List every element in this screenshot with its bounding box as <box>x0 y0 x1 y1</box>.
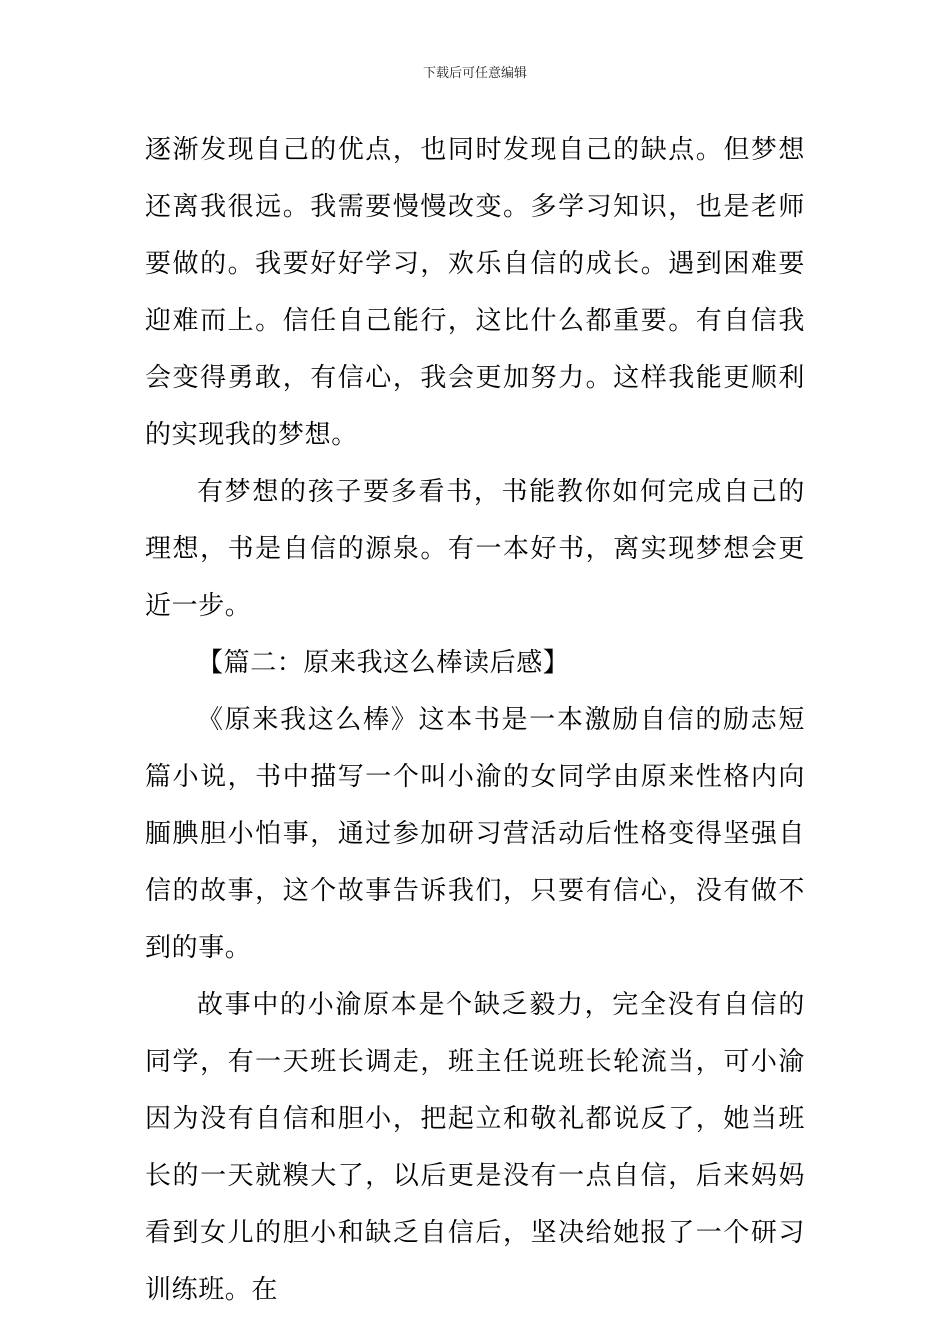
page-header: 下载后可任意编辑 <box>422 66 527 81</box>
paragraph-story: 故事中的小渝原本是个缺乏毅力，完全没有自信的同学，有一天班长调走，班主任说班长轮流当，可小渝因为没有自信和胆小，把起立和敬礼都说反了，她当班长的一天就糗大了，以后更是没有一点自信，后来妈妈看到女儿的胆小和缺乏自信后，坚决给她报了一个研习训练班。在 <box>145 990 805 1305</box>
paragraph-book-intro: 《原来我这么棒》这本书是一本激励自信的励志短篇小说，书中描写一个叫小渝的女同学由原来性格内向腼腆胆小怕事，通过参加研习营活动后性格变得坚强自信的故事，这个故事告诉我们，只要有信心，没有做不到的事。 <box>145 705 805 963</box>
document-body <box>145 122 805 1319</box>
section-heading: 【篇二：原来我这么棒读后感】 <box>197 648 570 678</box>
paragraph-dream-books: 有梦想的孩子要多看书，书能教你如何完成自己的理想，书是自信的源泉。有一本好书，离实现梦想会更近一步。 <box>145 477 805 621</box>
paragraph-continuation: 逐渐发现自己的优点，也同时发现自己的缺点。但梦想还离我很远。我需要慢慢改变。多学习知识，也是老师要做的。我要好好学习，欢乐自信的成长。遇到困难要迎难而上。信任自己能行，这比什么都重要。有自信我会变得勇敢，有信心，我会更加努力。这样我能更顺利的实现我的梦想。 <box>145 135 805 450</box>
